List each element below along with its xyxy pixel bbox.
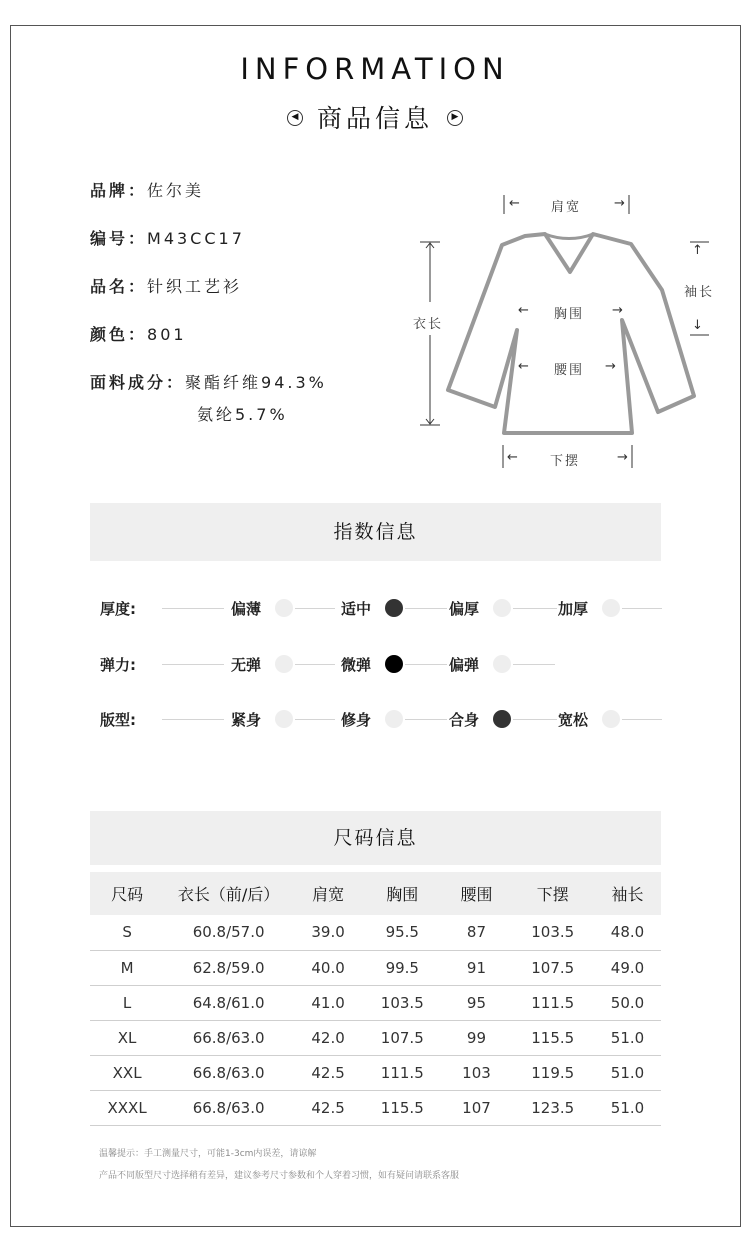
title-chinese-text: 商品信息 bbox=[316, 104, 433, 133]
header-length: 衣长（前/后） bbox=[164, 872, 293, 915]
material-label: 面料成分： bbox=[90, 373, 186, 392]
fit-dot-4 bbox=[602, 710, 620, 728]
name-row bbox=[90, 274, 242, 297]
cell-waist: 91 bbox=[441, 950, 511, 985]
chest-label: 胸围 bbox=[554, 307, 585, 322]
name-label: 品名： bbox=[90, 277, 148, 296]
cell-waist: 95 bbox=[441, 985, 511, 1020]
cell-waist: 87 bbox=[441, 915, 511, 950]
material-row-2 bbox=[197, 402, 288, 425]
elasticity-option-3: 偏弹 bbox=[449, 656, 480, 674]
header-size: 尺码 bbox=[90, 872, 164, 915]
color-value: 801 bbox=[147, 325, 187, 344]
color-label: 颜色： bbox=[90, 325, 148, 344]
thickness-dot-3 bbox=[493, 599, 511, 617]
chest-right-arrow: → bbox=[612, 303, 625, 318]
hem-label: 下摆 bbox=[550, 454, 581, 469]
cell-hem: 107.5 bbox=[512, 950, 594, 985]
cell-shoulder: 42.0 bbox=[293, 1020, 363, 1055]
thickness-label: 厚度: bbox=[100, 600, 136, 618]
size-section-title: 尺码信息 bbox=[90, 811, 661, 865]
left-arrow-icon: ◀ bbox=[287, 110, 303, 126]
cell-hem: 111.5 bbox=[512, 985, 594, 1020]
divider-line bbox=[405, 608, 447, 609]
divider-line bbox=[513, 608, 557, 609]
code-row bbox=[90, 226, 245, 249]
cell-chest: 115.5 bbox=[363, 1090, 441, 1125]
thickness-option-1: 偏薄 bbox=[231, 600, 262, 618]
table-row bbox=[90, 1090, 661, 1125]
index-row-fit bbox=[100, 704, 670, 734]
title-chinese bbox=[0, 99, 750, 135]
length-label: 衣长 bbox=[413, 317, 444, 332]
cell-shoulder: 42.5 bbox=[293, 1055, 363, 1090]
brand-label: 品牌： bbox=[90, 181, 148, 200]
divider-line bbox=[405, 719, 447, 720]
cell-chest: 95.5 bbox=[363, 915, 441, 950]
cell-waist: 107 bbox=[441, 1090, 511, 1125]
note-line-1: 温馨提示：手工测量尺寸，可能1-3cm内误差，请谅解 bbox=[99, 1149, 317, 1159]
elasticity-dot-3 bbox=[493, 655, 511, 673]
sleeve-up-arrow: ↑ bbox=[692, 243, 705, 258]
cell-length: 60.8/57.0 bbox=[164, 915, 293, 950]
cell-waist: 99 bbox=[441, 1020, 511, 1055]
brand-row bbox=[90, 178, 204, 201]
elasticity-dot-2-selected bbox=[385, 655, 403, 673]
thickness-dot-2-selected bbox=[385, 599, 403, 617]
cell-size: L bbox=[90, 985, 164, 1020]
divider-line bbox=[622, 608, 662, 609]
brand-value: 佐尔美 bbox=[147, 181, 205, 200]
divider-line bbox=[162, 664, 224, 665]
code-label: 编号： bbox=[90, 229, 148, 248]
cell-hem: 115.5 bbox=[512, 1020, 594, 1055]
divider-line bbox=[162, 719, 224, 720]
cell-length: 64.8/61.0 bbox=[164, 985, 293, 1020]
elasticity-label: 弹力: bbox=[100, 656, 136, 674]
thickness-option-2: 适中 bbox=[341, 600, 372, 618]
cell-length: 66.8/63.0 bbox=[164, 1055, 293, 1090]
garment-outline bbox=[400, 190, 730, 480]
waist-left-arrow: ← bbox=[518, 359, 531, 374]
header-sleeve: 袖长 bbox=[594, 872, 661, 915]
table-row bbox=[90, 1055, 661, 1090]
garment-diagram bbox=[400, 190, 730, 480]
fit-option-4: 宽松 bbox=[558, 711, 589, 729]
fit-option-1: 紧身 bbox=[231, 711, 262, 729]
cell-size: XL bbox=[90, 1020, 164, 1055]
thickness-option-3: 偏厚 bbox=[449, 600, 480, 618]
cell-shoulder: 41.0 bbox=[293, 985, 363, 1020]
divider-line bbox=[405, 664, 447, 665]
fit-option-2: 修身 bbox=[341, 711, 372, 729]
waist-label: 腰围 bbox=[554, 363, 585, 378]
code-value: M43CC17 bbox=[147, 229, 245, 248]
table-row bbox=[90, 915, 661, 950]
material-row bbox=[90, 370, 327, 393]
cell-hem: 119.5 bbox=[512, 1055, 594, 1090]
right-arrow-icon: ▶ bbox=[447, 110, 463, 126]
thickness-dot-4 bbox=[602, 599, 620, 617]
cell-sleeve: 51.0 bbox=[594, 1020, 661, 1055]
cell-hem: 123.5 bbox=[512, 1090, 594, 1125]
hem-left-arrow: ← bbox=[507, 450, 520, 465]
cell-sleeve: 49.0 bbox=[594, 950, 661, 985]
fit-label: 版型: bbox=[100, 711, 136, 729]
shoulder-right-arrow: → bbox=[614, 196, 627, 211]
divider-line bbox=[513, 719, 557, 720]
fit-dot-2 bbox=[385, 710, 403, 728]
divider-line bbox=[295, 664, 335, 665]
cell-size: XXL bbox=[90, 1055, 164, 1090]
index-row-thickness bbox=[100, 593, 670, 623]
size-table bbox=[90, 872, 661, 1126]
divider-line bbox=[622, 719, 662, 720]
cell-waist: 103 bbox=[441, 1055, 511, 1090]
cell-shoulder: 39.0 bbox=[293, 915, 363, 950]
waist-right-arrow: → bbox=[605, 359, 618, 374]
elasticity-option-1: 无弹 bbox=[231, 656, 262, 674]
cell-chest: 99.5 bbox=[363, 950, 441, 985]
name-value: 针织工艺衫 bbox=[147, 277, 243, 296]
hem-right-arrow: → bbox=[617, 450, 630, 465]
cell-sleeve: 50.0 bbox=[594, 985, 661, 1020]
cell-length: 66.8/63.0 bbox=[164, 1020, 293, 1055]
cell-shoulder: 42.5 bbox=[293, 1090, 363, 1125]
cell-size: XXXL bbox=[90, 1090, 164, 1125]
cell-length: 62.8/59.0 bbox=[164, 950, 293, 985]
color-row bbox=[90, 322, 187, 345]
cell-shoulder: 40.0 bbox=[293, 950, 363, 985]
cell-length: 66.8/63.0 bbox=[164, 1090, 293, 1125]
index-section-title: 指数信息 bbox=[90, 503, 661, 561]
material-value-1: 聚酯纤维94.3% bbox=[185, 373, 327, 392]
cell-sleeve: 51.0 bbox=[594, 1090, 661, 1125]
elasticity-dot-1 bbox=[275, 655, 293, 673]
thickness-option-4: 加厚 bbox=[558, 600, 589, 618]
size-table-header bbox=[90, 872, 661, 915]
cell-chest: 107.5 bbox=[363, 1020, 441, 1055]
thickness-dot-1 bbox=[275, 599, 293, 617]
fit-dot-3-selected bbox=[493, 710, 511, 728]
sleeve-down-arrow: ↓ bbox=[692, 318, 705, 333]
title-english: INFORMATION bbox=[240, 52, 510, 86]
sleeve-label: 袖长 bbox=[684, 285, 715, 300]
header-chest: 胸围 bbox=[363, 872, 441, 915]
divider-line bbox=[295, 719, 335, 720]
cell-chest: 103.5 bbox=[363, 985, 441, 1020]
table-row bbox=[90, 950, 661, 985]
cell-chest: 111.5 bbox=[363, 1055, 441, 1090]
header-waist: 腰围 bbox=[441, 872, 511, 915]
table-row bbox=[90, 1020, 661, 1055]
header-shoulder: 肩宽 bbox=[293, 872, 363, 915]
note-line-2: 产品不同版型尺寸选择稍有差异，建议参考尺寸参数和个人穿着习惯，如有疑问请联系客服 bbox=[99, 1171, 460, 1181]
cell-size: S bbox=[90, 915, 164, 950]
cell-sleeve: 51.0 bbox=[594, 1055, 661, 1090]
cell-hem: 103.5 bbox=[512, 915, 594, 950]
fit-dot-1 bbox=[275, 710, 293, 728]
cell-sleeve: 48.0 bbox=[594, 915, 661, 950]
cell-size: M bbox=[90, 950, 164, 985]
shoulder-label: 肩宽 bbox=[551, 200, 582, 215]
header-hem: 下摆 bbox=[512, 872, 594, 915]
index-row-elasticity bbox=[100, 649, 670, 679]
fit-option-3: 合身 bbox=[449, 711, 480, 729]
table-row bbox=[90, 985, 661, 1020]
divider-line bbox=[513, 664, 555, 665]
material-value-2: 氨纶5.7% bbox=[197, 405, 288, 424]
divider-line bbox=[162, 608, 224, 609]
elasticity-option-2: 微弹 bbox=[341, 656, 372, 674]
chest-left-arrow: ← bbox=[518, 303, 531, 318]
divider-line bbox=[295, 608, 335, 609]
shoulder-left-arrow: ← bbox=[509, 196, 522, 211]
